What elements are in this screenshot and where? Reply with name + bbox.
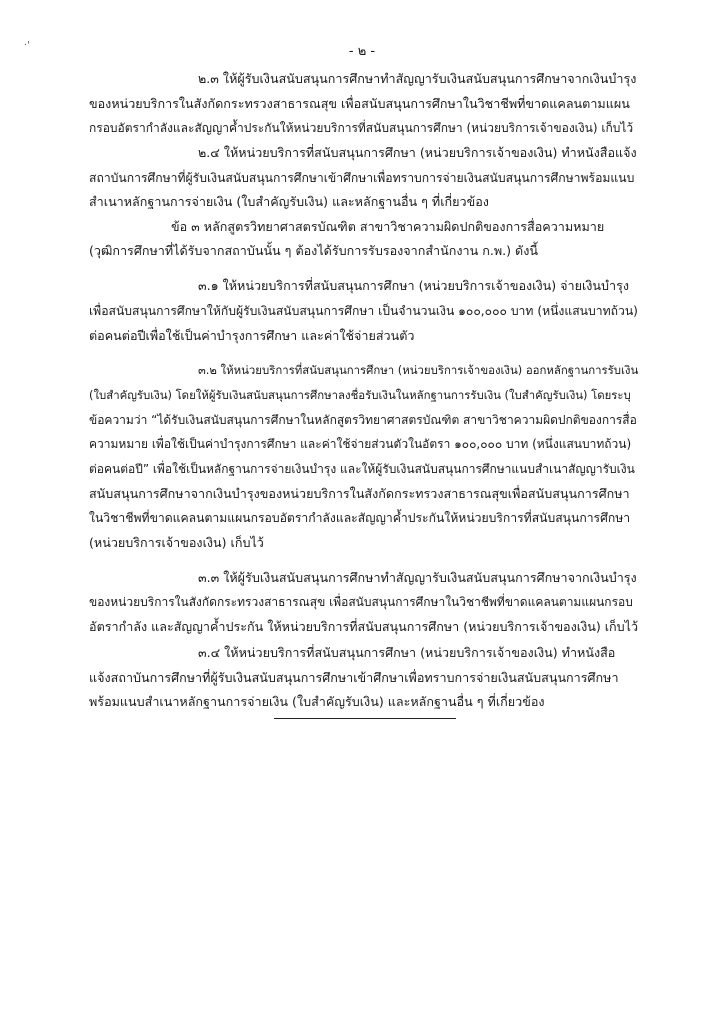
paragraph-line: กรอบอัตรากำลังและสัญญาค้ำประกันให้หน่วยบริการที่สนับสนุนการศึกษา (หน่วยบริการเจ้าของเงิน) เก็บไว้ <box>89 121 634 135</box>
paragraph-line: ความหมาย เพื่อใช้เป็นค่าบำรุงการศึกษา และค่าใช้จ่ายส่วนตัวในอัตรา ๑๐๐,๐๐๐ บาท (หนึ่งแสนบาทถ้วน) <box>89 437 632 451</box>
paragraph-line: อัตรากำลัง และสัญญาค้ำประกัน ให้หน่วยบริการที่สนับสนุนการศึกษา (หน่วยบริการเจ้าของเงิน) เก็บไว้ <box>89 619 638 634</box>
paragraph-line: (หน่วยบริการเจ้าของเงิน) เก็บไว้ <box>89 535 264 550</box>
clause-heading: ข้อ ๓ หลักสูตรวิทยาศาสตรบัณฑิต สาขาวิชาความผิดปกติของการสื่อความหมาย <box>171 219 605 234</box>
paragraph-line: แจ้งสถาบันการศึกษาที่ผู้รับเงินสนับสนุนการศึกษาเข้าศึกษาเพื่อทราบการจ่ายเงินสนับสนุนการศึกษา <box>89 670 619 685</box>
end-divider <box>274 718 456 719</box>
paragraph-line: ๒.๔ ให้หน่วยบริการที่สนับสนุนการศึกษา (หน่วยบริการเจ้าของเงิน) ทำหนังสือแจ้ง <box>198 145 637 160</box>
paragraph-line: ๓.๓ ให้ผู้รับเงินสนับสนุนการศึกษาทำสัญญารับเงินสนับสนุนการศึกษาจากเงินบำรุง <box>198 570 637 585</box>
paragraph-line: ๓.๒ ให้หน่วยบริการที่สนับสนุนการศึกษา (หน่วยบริการเจ้าของเงิน) ออกหลักฐานการรับเงิน <box>198 363 638 377</box>
paragraph-line: (วุฒิการศึกษาที่ได้รับจากสถาบันนั้น ๆ ต้องได้รับการรับรองจากสำนักงาน ก.พ.) ดังนี้ <box>89 243 538 258</box>
paragraph-line: ต่อคนต่อปี” เพื่อใช้เป็นหลักฐานการจ่ายเงินบำรุง และให้ผู้รับเงินสนับสนุนการศึกษาแนบสำเนาสัญญารับเงิน <box>89 462 635 476</box>
paragraph-line: เพื่อสนับสนุนการศึกษาให้กับผู้รับเงินสนับสนุนการศึกษา เป็นจำนวนเงิน ๑๐๐,๐๐๐ บาท (หนึ่งแสนบาทถ้วน) <box>89 304 638 318</box>
scan-mark: ·' <box>24 40 30 51</box>
page-number: - ๒ - <box>348 44 376 59</box>
paragraph-line: ข้อความว่า “ได้รับเงินสนับสนุนการศึกษาในหลักสูตรวิทยาศาสตรบัณฑิต สาขาวิชาความผิดปกติของการสื่อ <box>89 413 637 427</box>
paragraph-line: ของหน่วยบริการในสังกัดกระทรวงสาธารณสุข เพื่อสนับสนุนการศึกษาในวิชาชีพที่ขาดแคลนตามแผน <box>89 96 630 111</box>
paragraph-line: ในวิชาชีพที่ขาดแคลนตามแผนกรอบอัตรากำลังและสัญญาค้ำประกันให้หน่วยบริการที่สนับสนุนการศึกษา <box>89 511 631 525</box>
paragraph-line: สถาบันการศึกษาที่ผู้รับเงินสนับสนุนการศึกษาเข้าศึกษาเพื่อทราบการจ่ายเงินสนับสนุนการศึกษาพร้อมแนบ <box>89 171 635 185</box>
paragraph-line: พร้อมแนบสำเนาหลักฐานการจ่ายเงิน (ใบสำคัญรับเงิน) และหลักฐานอื่น ๆ ที่เกี่ยวข้อง <box>89 694 545 709</box>
paragraph-line: สำเนาหลักฐานการจ่ายเงิน (ใบสำคัญรับเงิน) และหลักฐานอื่น ๆ ที่เกี่ยวข้อง <box>89 194 489 209</box>
paragraph-line: สนับสนุนการศึกษาจากเงินบำรุงของหน่วยบริการในสังกัดกระทรวงสาธารณสุขเพื่อสนับสนุนการศึกษา <box>89 486 630 501</box>
paragraph-line: ๓.๑ ให้หน่วยบริการที่สนับสนุนการศึกษา (หน่วยบริการเจ้าของเงิน) จ่ายเงินบำรุง <box>198 278 630 293</box>
paragraph-line: ๒.๓ ให้ผู้รับเงินสนับสนุนการศึกษาทำสัญญารับเงินสนับสนุนการศึกษาจากเงินบำรุง <box>198 71 637 86</box>
paragraph-line: ต่อคนต่อปีเพื่อใช้เป็นค่าบำรุงการศึกษา และค่าใช้จ่ายส่วนตัว <box>89 328 415 343</box>
paragraph-line: (ใบสำคัญรับเงิน) โดยให้ผู้รับเงินสนับสนุนการศึกษาลงชื่อรับเงินในหลักฐานการรับเงิน (ใบสำคัญรับเงิน) โดยระบุ <box>89 388 631 402</box>
paragraph-line: ของหน่วยบริการในสังกัดกระทรวงสาธารณสุข เพื่อสนับสนุนการศึกษาในวิชาชีพที่ขาดแคลนตามแผนกรอบ <box>89 595 633 609</box>
paragraph-line: ๓.๔ ให้หน่วยบริการที่สนับสนุนการศึกษา (หน่วยบริการเจ้าของเงิน) ทำหนังสือ <box>198 645 616 660</box>
